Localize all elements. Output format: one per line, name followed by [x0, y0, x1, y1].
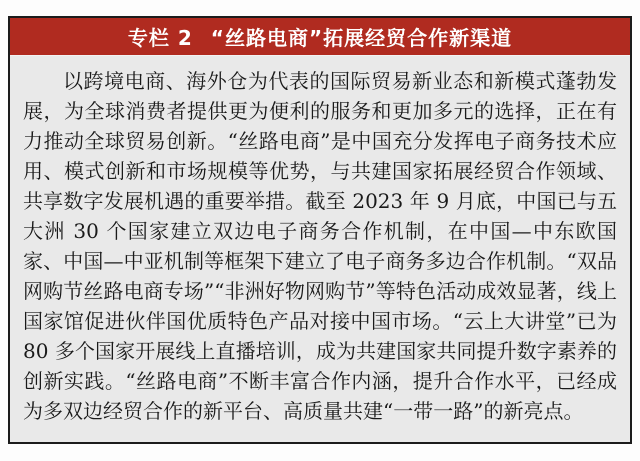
panel-body [10, 56, 630, 442]
panel-number-label: 专栏 2 [127, 26, 193, 50]
column-panel [8, 16, 632, 444]
panel-title: “丝路电商”拓展经贸合作新渠道 [210, 26, 513, 50]
body-paragraph: 以跨境电商、海外仓为代表的国际贸易新业态和新模式蓬勃发展，为全球消费者提供更为便利的服务和更加多元的选择，正在有力推动全球贸易创新。“丝路电商”是中国充分发挥电子商务技术应用、模式创新和市场规模等优势，与共建国家拓展经贸合作领域、共享数字发展机遇的重要举措。截至 2023 年 9 月底，中国已与五大洲 30 个国家建立双边电子商务合作机制，在中国—中东欧国家、中国—中亚机制等框架下建立了电子商务多边合作机制。“双品网购节丝路电商专场”“非洲好物网购节”等特色活动成效显著，线上国家馆促进伙伴国优质特色产品对接中国市场。“云上大讲堂”已为 80 多个国家开展线上直播培训，成为共建国家共同提升数字素养的创新实践。“丝路电商”不断丰富合作内涵，提升合作水平，已经成为多双边经贸合作的新平台、高质量共建“一带一路”的新亮点。 [23, 69, 617, 423]
panel-header [10, 18, 630, 56]
